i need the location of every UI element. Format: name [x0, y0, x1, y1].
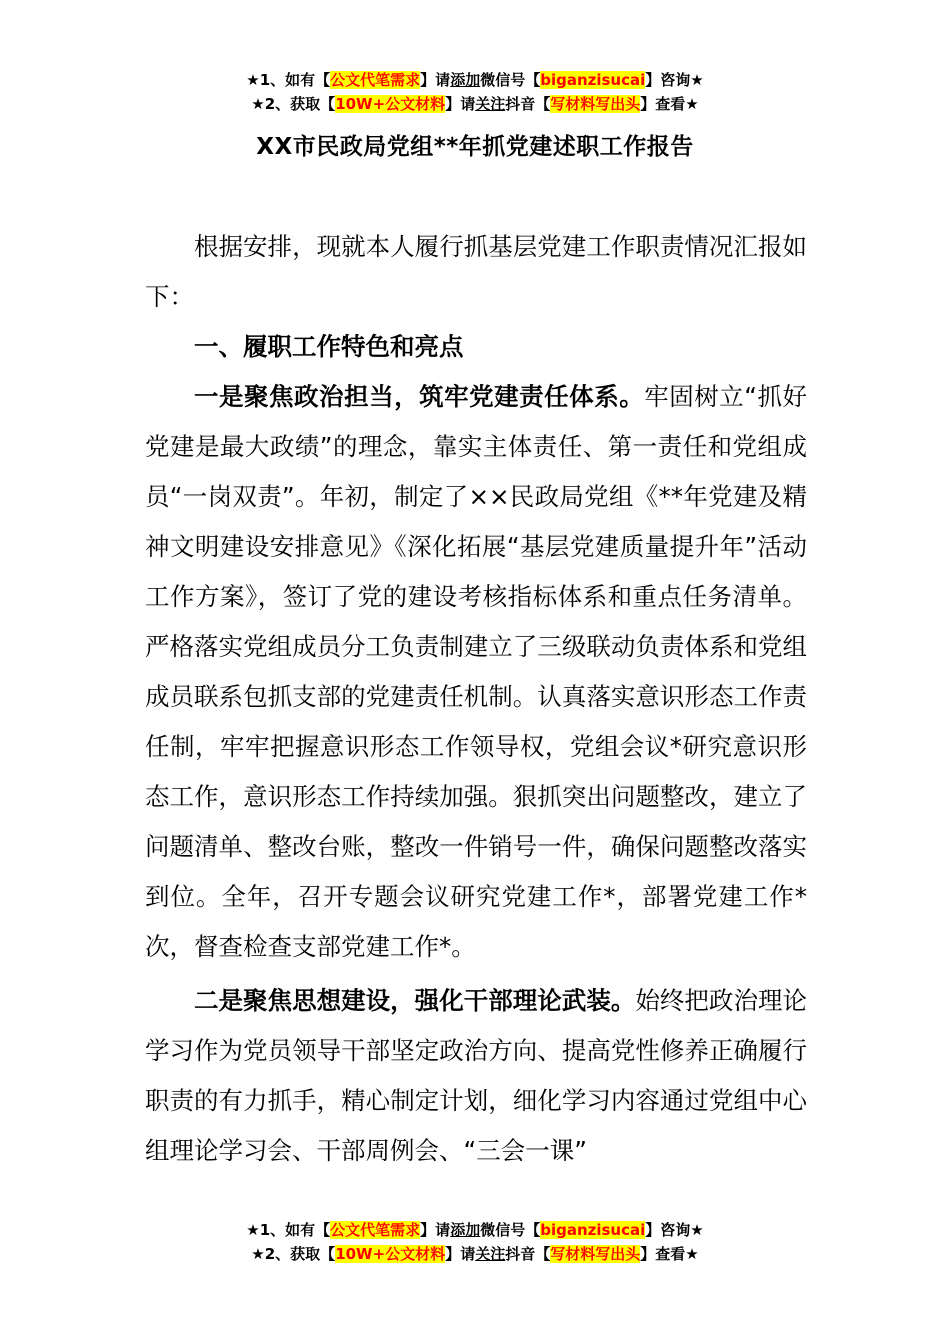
document-title: XX市民政局党组**年抓党建述职工作报告	[256, 134, 694, 160]
banner-highlight: biganzisucai	[540, 71, 646, 89]
paragraph-2-text: 始终把政治理论学习作为党员领导干部坚定政治方向、提高党性修养正确履行职责的有力抓手，精心制定计划，细化学习内容通过党组中心组理论学习会、干部周例会、“三会一课”	[145, 986, 807, 1165]
banner-highlight: 写材料写出头	[550, 95, 641, 113]
banner-highlight: 公文代笔需求	[330, 71, 421, 89]
banner-line-1: ★1、如有【公文代笔需求】请添加微信号【biganzisucai】咨询★	[246, 71, 704, 89]
banner-highlight: 10W+公文材料	[335, 1245, 446, 1263]
paragraph-1	[145, 372, 807, 972]
banner-highlight: 写材料写出头	[550, 1245, 641, 1263]
section-heading: 一、履职工作特色和亮点	[194, 332, 464, 361]
banner-underlined: 关注	[475, 1245, 506, 1263]
banner-highlight: biganzisucai	[540, 1221, 646, 1239]
paragraph-2	[145, 976, 807, 1176]
banner-underlined: 添加	[450, 71, 481, 89]
paragraph-2-lead: 二是聚焦思想建设，强化干部理论武装。	[194, 986, 636, 1015]
intro-paragraph: 根据安排，现就本人履行抓基层党建工作职责情况汇报如下：	[145, 232, 807, 311]
paragraph-1-text: 牢固树立“抓好党建是最大政绩”的理念，靠实主体责任、第一责任和党组成员“一岗双责”。年初，制定了××民政局党组《**年党建及精神文明建设安排意见》《深化拓展“基层党建质量提升年”活动工作方案》，签订了党的建设考核指标体系和重点任务清单。严格落实党组成员分工负责制建立了三级联动负责体系和党组成员联系包抓支部的党建责任机制。认真落实意识形态工作责任制，牢牢把握意识形态工作领导权，党组会议*研究意识形态工作，意识形态工作持续加强。狠抓突出问题整改，建立了问题清单、整改台账，整改一件销号一件，确保问题整改落实到位。全年，召开专题会议研究党建工作*，部署党建工作*次，督查检查支部党建工作*。	[145, 382, 808, 961]
banner-line-2: ★2、获取【10W+公文材料】请关注抖音【写材料写出头】查看★	[251, 1245, 699, 1263]
bottom-banner	[0, 1218, 950, 1266]
banner-highlight: 10W+公文材料	[335, 95, 446, 113]
paragraph-1-lead: 一是聚焦政治担当，筑牢党建责任体系。	[194, 382, 645, 411]
top-banner	[0, 68, 950, 116]
document-body	[145, 222, 807, 1176]
banner-line-1: ★1、如有【公文代笔需求】请添加微信号【biganzisucai】咨询★	[246, 1221, 704, 1239]
banner-line-2: ★2、获取【10W+公文材料】请关注抖音【写材料写出头】查看★	[251, 95, 699, 113]
banner-underlined: 添加	[450, 1221, 481, 1239]
banner-highlight: 公文代笔需求	[330, 1221, 421, 1239]
banner-underlined: 关注	[475, 95, 506, 113]
